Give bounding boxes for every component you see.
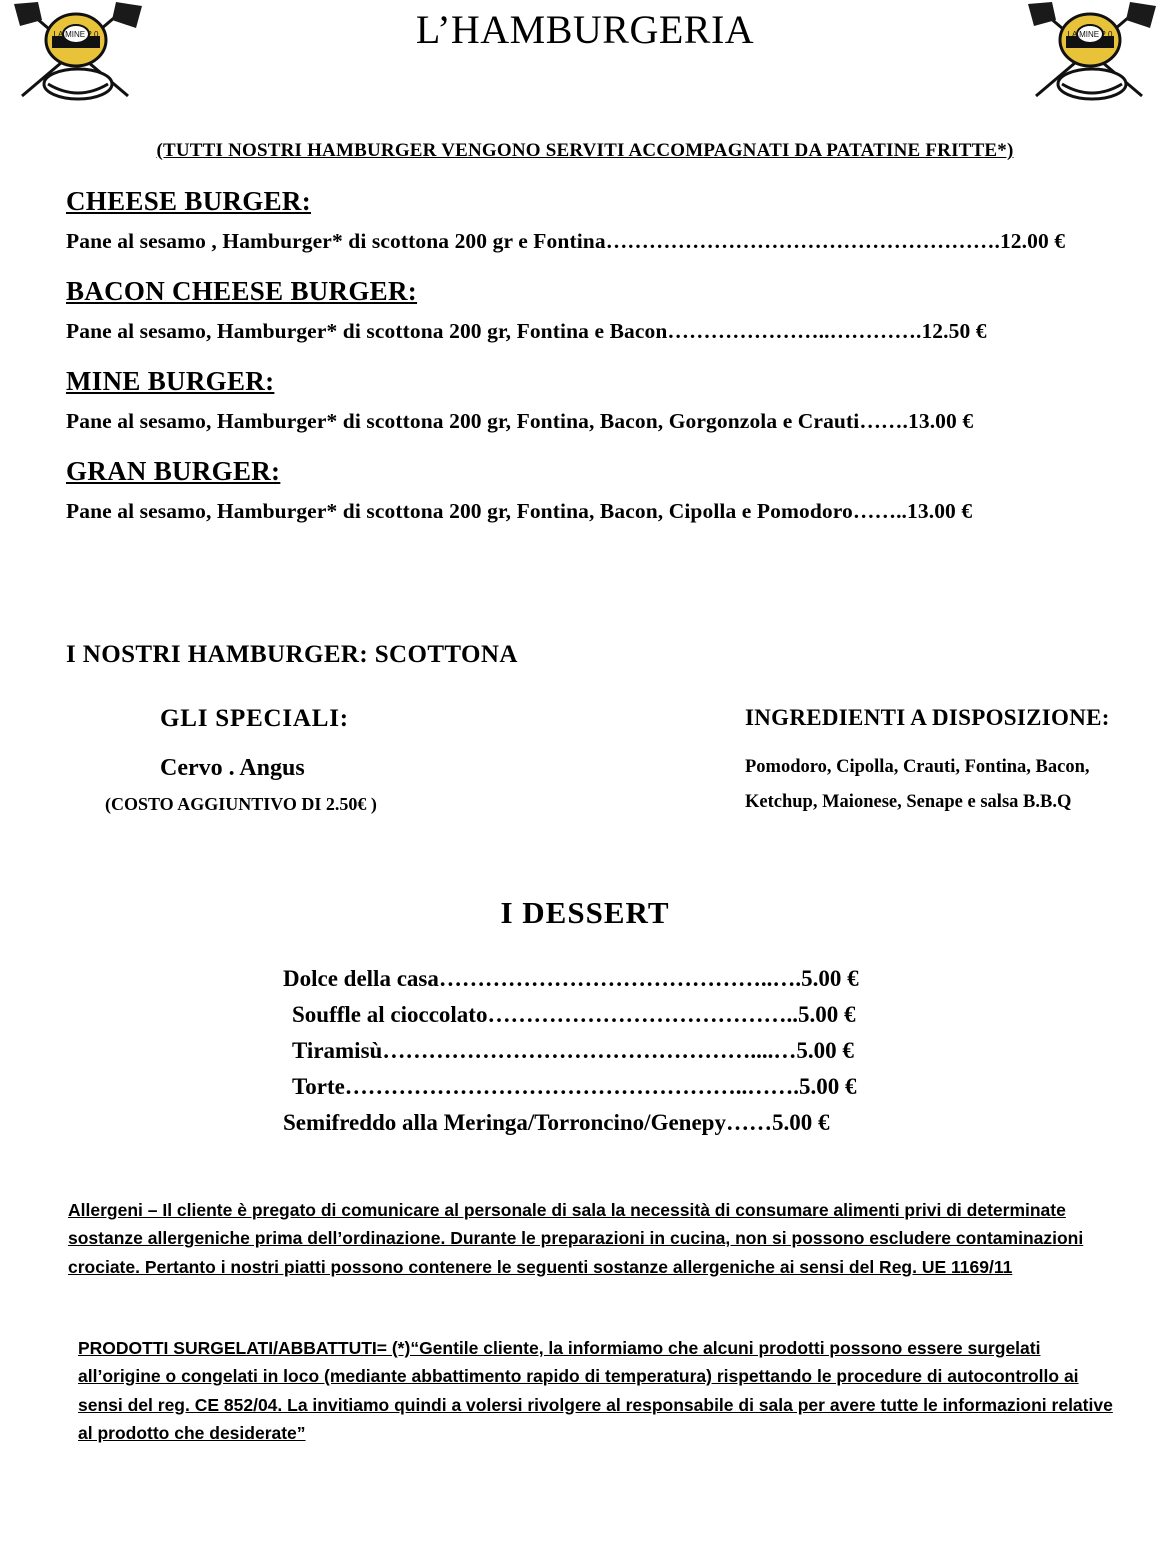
menu-subtitle: [0, 140, 1170, 162]
specials-title: GLI SPECIALI:: [160, 705, 349, 732]
dessert-list: [283, 966, 983, 1146]
menu-item: [66, 276, 1096, 344]
menu-item: [66, 366, 1096, 434]
menu-subtitle-text: (TUTTI NOSTRI HAMBURGER VENGONO SERVITI ACCOMPAGNATI DA PATATINE FRITTE*): [156, 140, 1014, 161]
specials-items: Cervo . Angus: [160, 755, 305, 781]
meat-note: I NOSTRI HAMBURGER: SCOTTONA: [66, 641, 518, 668]
menu-item-description: Pane al sesamo, Hamburger* di scottona 200 gr, Fontina, Bacon, Cipolla e Pomodoro……..13.00 €: [66, 499, 973, 523]
frozen-products-notice: PRODOTTI SURGELATI/ABBATTUTI= (*)“Gentile cliente, la informiamo che alcuni prodotti possono essere surgelati all’origine o congelati in loco (mediante abbattimento rapido di temperatura) rispettando le procedure di autocontrollo ai sensi del reg. CE 852/04. La invitiamo quindi a volersi rivolgere al responsabile di sala per avere tutte le informazioni relative al prodotto che desiderate”: [78, 1338, 1113, 1444]
dessert-item: Torte……………………………………………..…….5.00 €: [292, 1074, 857, 1099]
page-title: L’HAMBURGERIA: [415, 7, 755, 52]
allergens-notice: Allergeni – Il cliente è pregato di comunicare al personale di sala la necessità di consumare alimenti privi di determinate sostanze allergeniche prima dell’ordinazione. Durante le preparazioni in cucina, non si possono escludere contaminazioni crociate. Pertanto i nostri piatti possono contenere le seguenti sostanze allergeniche ai sensi del Reg. UE 1169/11: [68, 1200, 1084, 1277]
dessert-title: I DESSERT: [500, 895, 670, 930]
menu-item-name: MINE BURGER:: [66, 366, 275, 396]
menu-item-name: CHEESE BURGER:: [66, 186, 311, 216]
menu-item-description: Pane al sesamo, Hamburger* di scottona 200 gr, Fontina, Bacon, Gorgonzola e Crauti…….13.00 €: [66, 409, 974, 433]
menu-item-name: BACON CHEESE BURGER:: [66, 276, 418, 306]
svg-text:LA MINE 2.0: LA MINE 2.0: [1067, 30, 1113, 39]
menu-item-description: Pane al sesamo, Hamburger* di scottona 200 gr, Fontina e Bacon…………………..………….12.50 €: [66, 319, 987, 343]
ingredients-section: [745, 705, 1145, 827]
dessert-item: Dolce della casa……………………………………..….5.00 €: [283, 966, 859, 991]
ingredients-line: Ketchup, Maionese, Senape e salsa B.B.Q: [745, 792, 1072, 812]
svg-text:LA MINE 2.0: LA MINE 2.0: [53, 30, 99, 39]
specials-section: [105, 705, 560, 815]
dessert-item: Tiramisù…………………………………………....…5.00 €: [292, 1038, 854, 1063]
ingredients-title: INGREDIENTI A DISPOSIZIONE:: [745, 705, 1110, 730]
menu-item: [66, 456, 1096, 524]
menu-item-name: GRAN BURGER:: [66, 456, 281, 486]
burger-section: [66, 186, 1096, 546]
menu-item-description: Pane al sesamo , Hamburger* di scottona 200 gr e Fontina……………………………………………….12.00 €: [66, 229, 1066, 253]
dessert-item: Semifreddo alla Meringa/Torroncino/Genepy……5.00 €: [283, 1110, 830, 1135]
dessert-item: Souffle al cioccolato…………………………………..5.00 €: [292, 1002, 856, 1027]
menu-item: [66, 186, 1096, 254]
specials-surcharge-note: (COSTO AGGIUNTIVO DI 2.50€ ): [105, 794, 377, 814]
ingredients-line: Pomodoro, Cipolla, Crauti, Fontina, Bacon,: [745, 757, 1090, 777]
